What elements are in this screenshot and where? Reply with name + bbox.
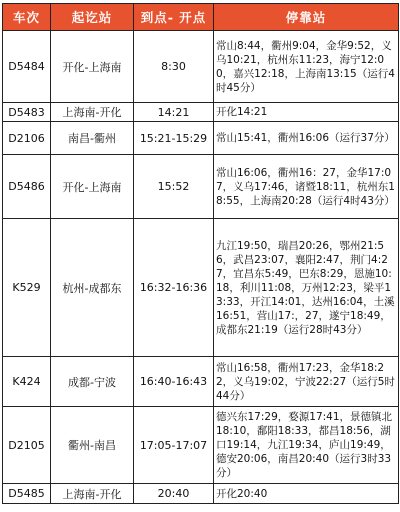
header-row [3,4,399,31]
times-cell: 8:30 [134,31,214,103]
route-cell: 上海南-开化 [51,103,134,122]
table-row [3,219,399,357]
route-cell: 衢州-南昌 [51,407,134,484]
table-row [3,155,399,219]
times-cell: 20:40 [134,484,214,504]
route-cell: 成都-宁波 [51,357,134,407]
times-cell: 14:21 [134,103,214,122]
train-number-cell: D5483 [3,103,51,122]
times-cell: 16:40-16:43 [134,357,214,407]
route-cell: 开化-上海南 [51,31,134,103]
table-row [3,122,399,155]
table-row [3,407,399,484]
table-row [3,484,399,504]
times-cell: 15:52 [134,155,214,219]
table-row [3,357,399,407]
route-cell: 开化-上海南 [51,155,134,219]
train-number-cell: D2105 [3,407,51,484]
stops-cell: 常山16:58，衢州17:23，金华18:22，义乌19:02，宁波22:27（运行5时44分） [214,357,399,407]
stops-cell: 开化14:21 [214,103,399,122]
header-train-number: 车次 [3,4,51,31]
header-route: 起讫站 [51,4,134,31]
times-cell: 17:05-17:07 [134,407,214,484]
train-number-cell: K424 [3,357,51,407]
times-cell: 15:21-15:29 [134,122,214,155]
route-cell: 上海南-开化 [51,484,134,504]
table-row [3,31,399,103]
route-cell: 杭州-成都东 [51,219,134,357]
stops-cell: 九江19:50，瑞昌20:26，鄂州21:56，武昌23:07，襄阳2:47，荆门4:27，宜昌东5:49，巴东8:29，恩施10:18，利川11:08，万州12:23，梁平13:33，开江14:01，达州16:04，土溪16:51，营山17:，27，遂宁18:49，成都东21:19（运行28时43分） [214,219,399,357]
stops-cell: 常山16:06，衢州16：27，金华17:07，义乌17:46，诸暨18:11，杭州东18:55，上海南20:28（运行4时43分） [214,155,399,219]
route-cell: 南昌-衢州 [51,122,134,155]
times-cell: 16:32-16:36 [134,219,214,357]
train-number-cell: K529 [3,219,51,357]
stops-cell: 常山8:44，衢州9:04，金华9:52，义乌10:21，杭州东11:23，海宁12:00，嘉兴12:18，上海南13:15（运行4时45分） [214,31,399,103]
stops-cell: 开化20:40 [214,484,399,504]
train-number-cell: D5486 [3,155,51,219]
train-schedule-table [2,3,399,504]
train-number-cell: D2106 [3,122,51,155]
train-number-cell: D5484 [3,31,51,103]
header-arrive-depart: 到点- 开点 [134,4,214,31]
header-stops: 停靠站 [214,4,399,31]
stops-cell: 常山15:41，衢州16:06（运行37分） [214,122,399,155]
train-number-cell: D5485 [3,484,51,504]
table-row [3,103,399,122]
stops-cell: 德兴东17:29，婺源17:41，景德镇北18:10，鄱阳18:33，都昌18:56，湖口19:14，九江19:34，庐山19:49，德安20:06，南昌20:40（运行3时33分） [214,407,399,484]
